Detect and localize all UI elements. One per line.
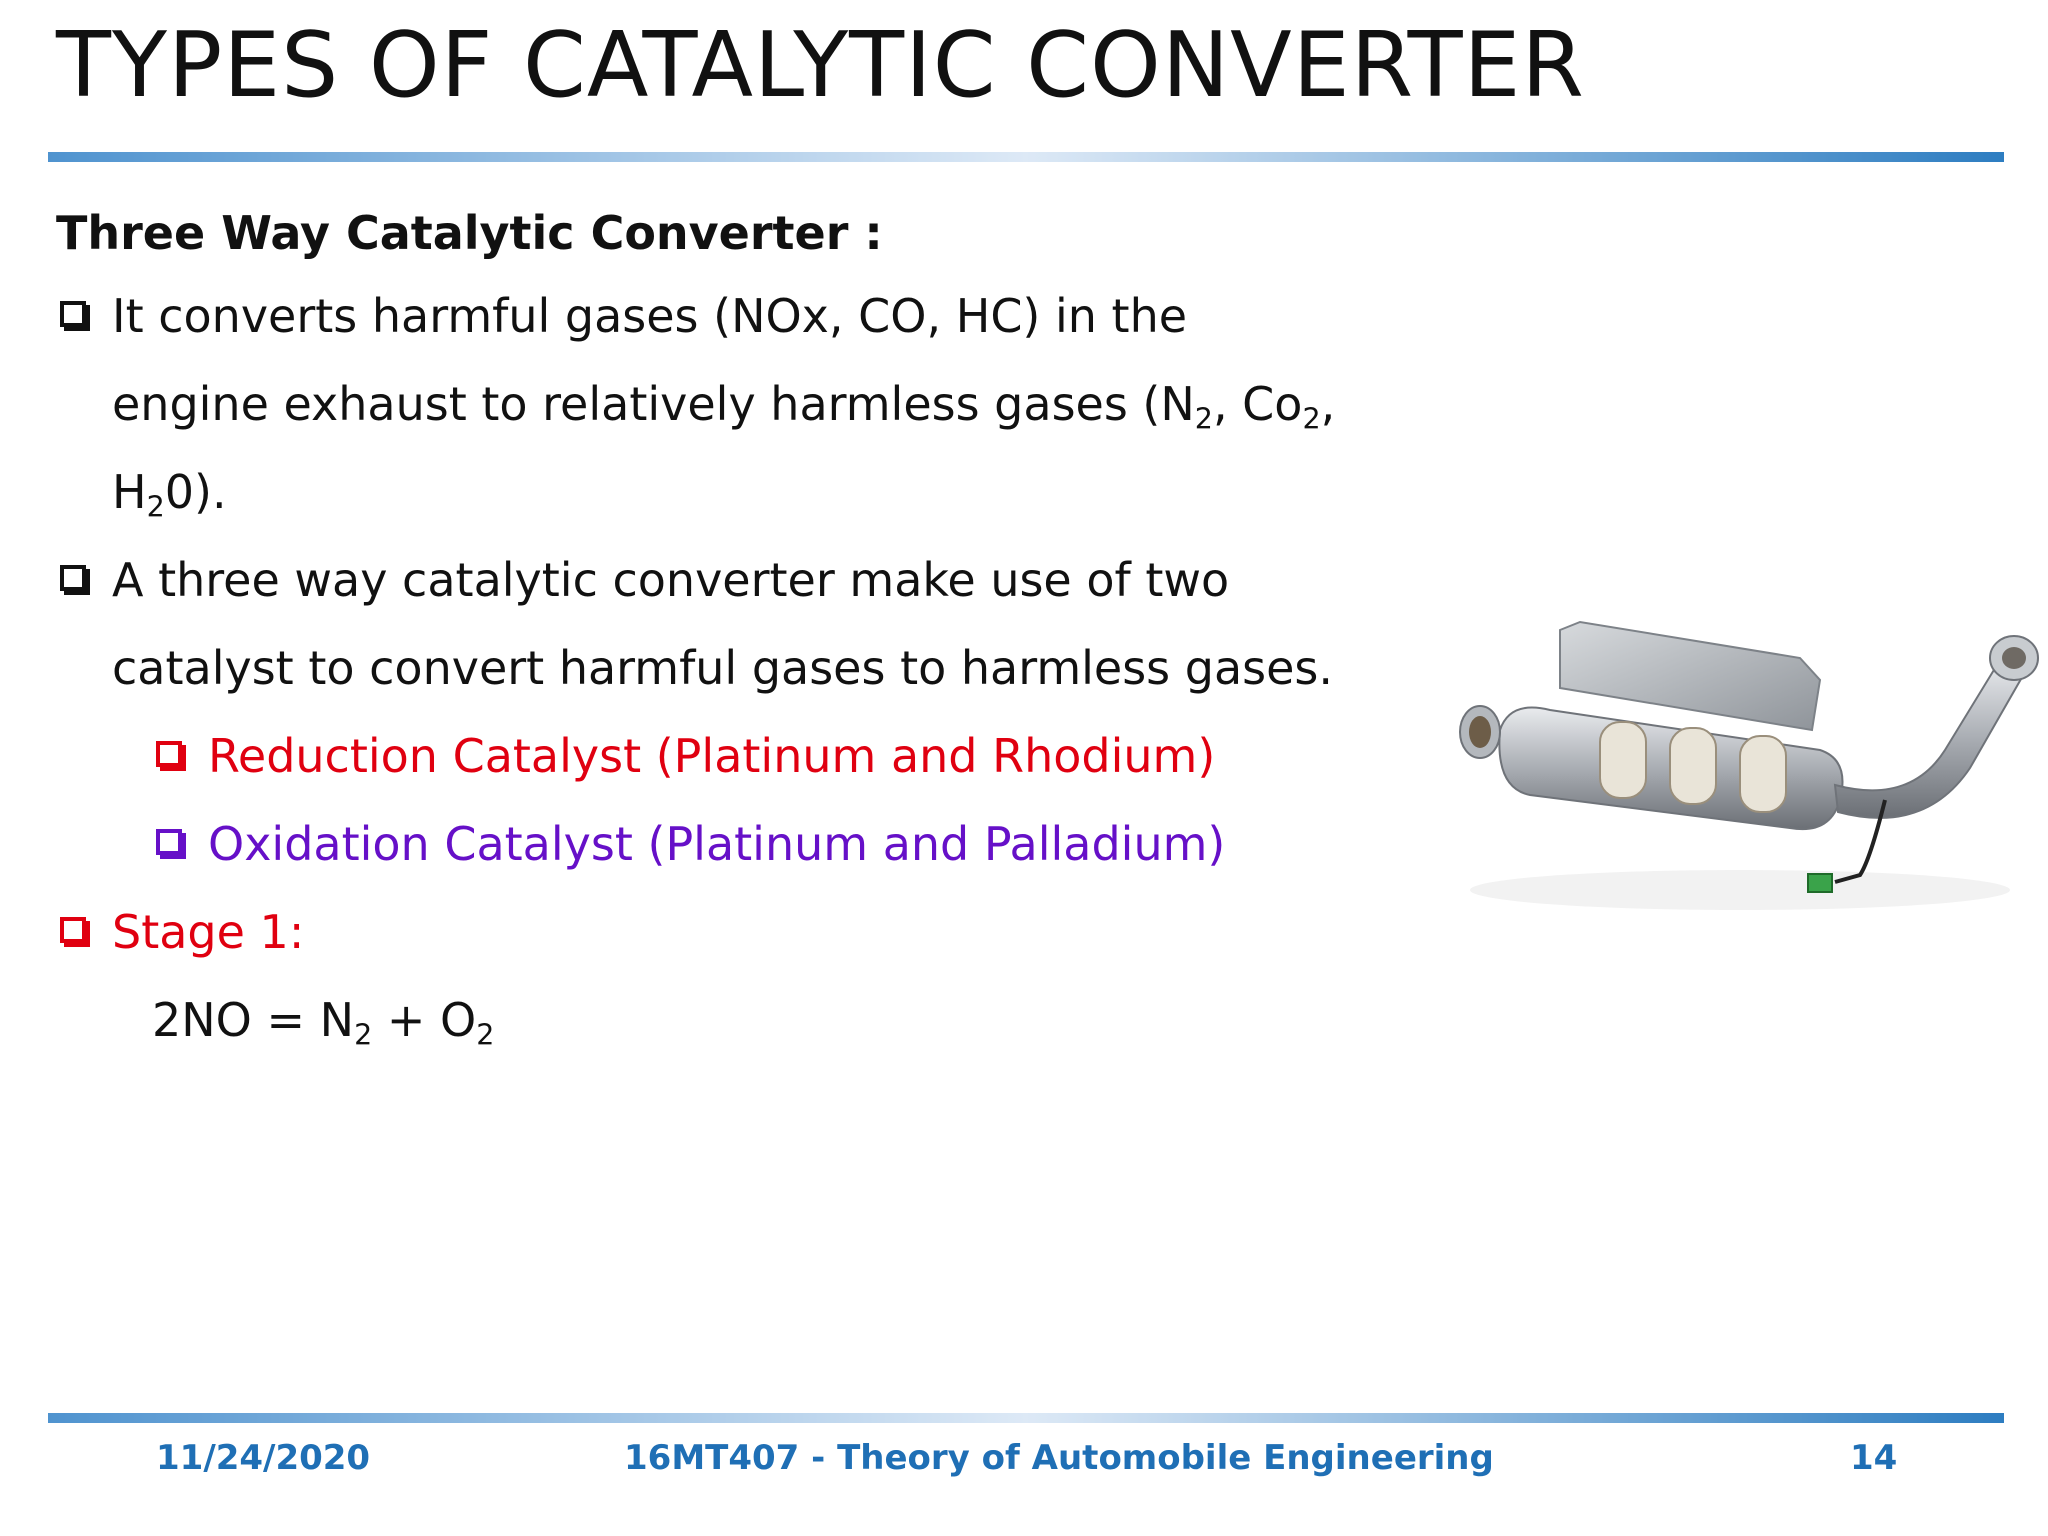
slide-title: TYPES OF CATALYTIC CONVERTER: [56, 13, 1585, 118]
checkbox-bullet-icon: [60, 917, 86, 943]
footer-divider: [48, 1413, 2004, 1423]
bullet-line: $H_20$).: [112, 465, 227, 524]
footer-date: 11/24/2020: [156, 1438, 371, 1478]
footer-course-title: 16MT407 - Theory of Automobile Engineering: [624, 1438, 1494, 1478]
sub-bullet-reduction-catalyst: Reduction Catalyst (Platinum and Rhodium): [152, 712, 1446, 800]
bullet-line: catalyst to convert harmful gases to harmless gases.: [112, 641, 1333, 695]
page-number: 14: [1850, 1438, 1898, 1478]
slide-content: [56, 190, 1446, 1064]
checkbox-bullet-icon: [156, 829, 182, 855]
section-heading: Three Way Catalytic Converter :: [56, 206, 883, 260]
bullet-line: engine exhaust to relatively harmless gases ($N_2$, $Co_2$,: [112, 377, 1336, 436]
bullet-line: It converts harmful gases (NOx, CO, HC) in the: [112, 289, 1188, 343]
checkbox-bullet-icon: [60, 301, 86, 327]
checkbox-bullet-icon: [156, 741, 182, 767]
bullet-line: A three way catalytic converter make use of two: [112, 553, 1230, 607]
bullet-two-catalysts: [56, 536, 1446, 712]
checkbox-bullet-icon: [60, 565, 86, 591]
bullet-harmful-gases: [56, 272, 1446, 536]
title-divider: [48, 152, 2004, 162]
bullet-stage-1: Stage 1:: [56, 888, 1446, 976]
equation-stage-1: $2NO = N_2 + O_2$: [152, 993, 495, 1052]
sub-bullet-oxidation-catalyst: Oxidation Catalyst (Platinum and Palladium): [152, 800, 1446, 888]
catalytic-converter-icon: [1440, 600, 2040, 930]
